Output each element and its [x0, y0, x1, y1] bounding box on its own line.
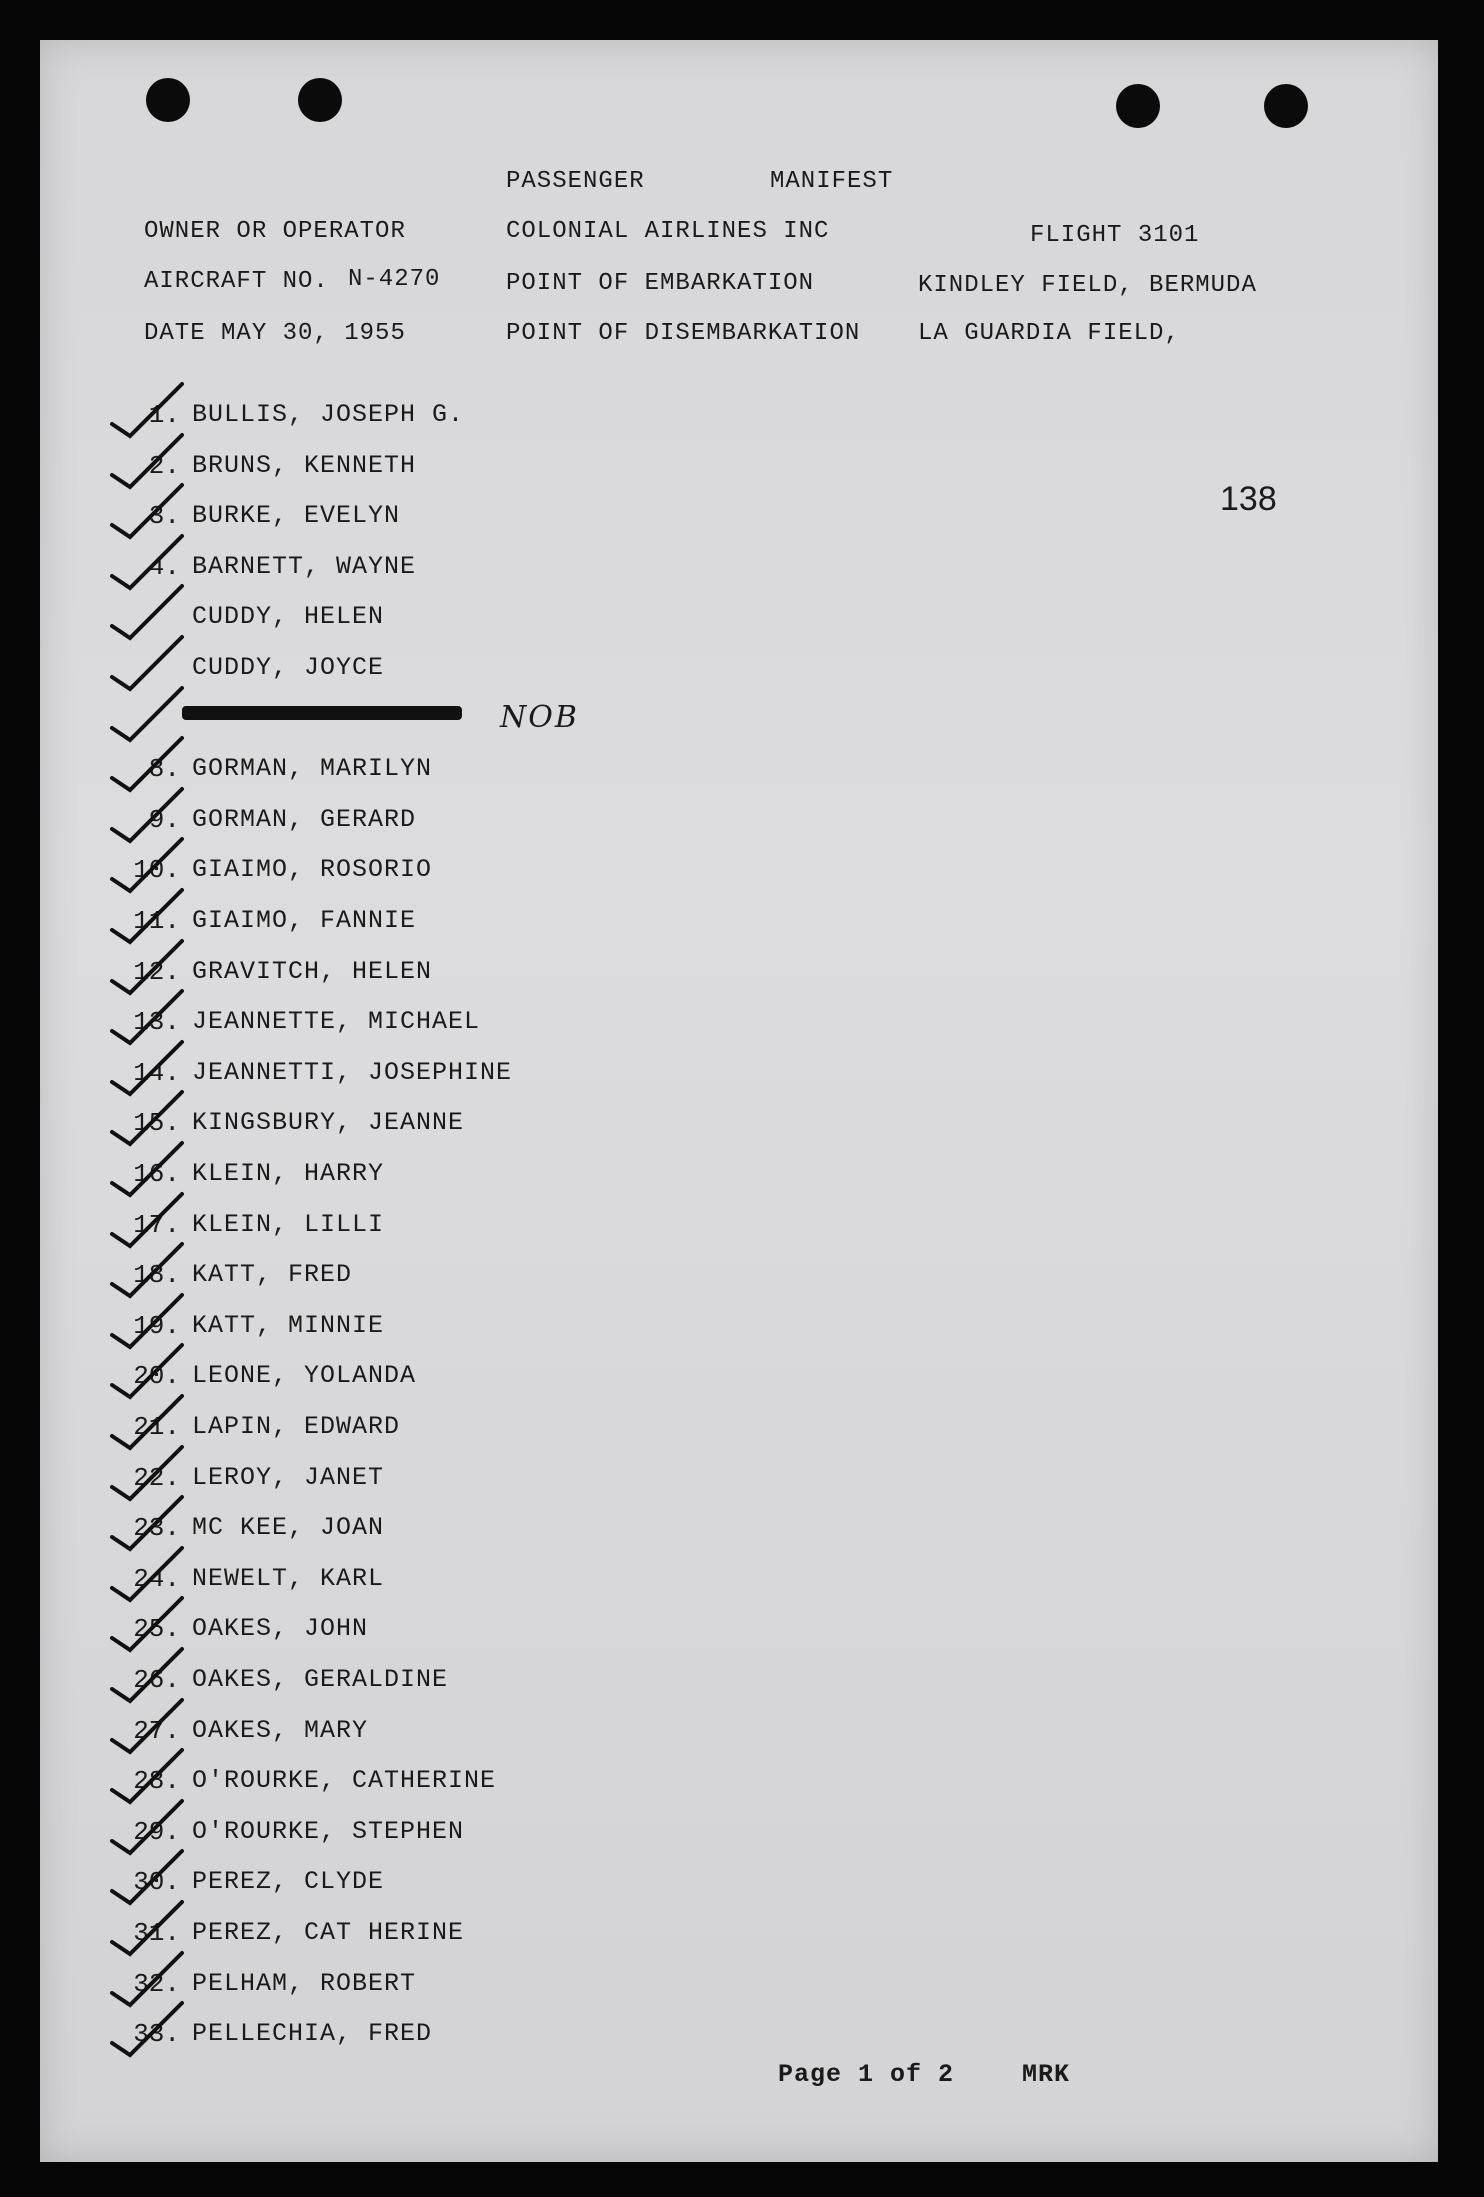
passenger-name: MC KEE, JOAN [192, 1513, 385, 1543]
passenger-number: 22. [133, 1462, 180, 1493]
passenger-number: 15. [133, 1108, 180, 1139]
passenger-name: GORMAN, GERARD [192, 804, 417, 834]
aircraft-value: N-4270 [348, 266, 441, 293]
passenger-name: CUDDY, JOYCE [192, 653, 385, 682]
passenger-number: 29. [133, 1816, 180, 1847]
passenger-number: 32. [133, 1968, 180, 1999]
passenger-name: LEROY, JANET [192, 1462, 385, 1492]
punch-hole [1116, 84, 1160, 128]
passenger-number: 33. [133, 2019, 180, 2050]
passenger-number: 12. [133, 956, 180, 987]
title-manifest: MANIFEST [770, 168, 894, 195]
passenger-number: 16. [133, 1159, 180, 1189]
passenger-name: PEREZ, CLYDE [192, 1867, 385, 1897]
passenger-name: BURKE, EVELYN [192, 501, 401, 531]
struck-out-entry [182, 706, 462, 720]
passenger-number: 24. [133, 1563, 180, 1594]
passenger-name: BULLIS, JOSEPH G. [192, 400, 465, 429]
passenger-number: 3. [148, 501, 180, 532]
passenger-name: GRAVITCH, HELEN [192, 956, 433, 986]
passenger-number: 10. [133, 855, 180, 886]
passenger-name: PELHAM, ROBERT [192, 1968, 417, 1998]
check-mark [100, 631, 190, 701]
passenger-number: 18. [133, 1260, 180, 1291]
disembarkation-value: LA GUARDIA FIELD, [918, 320, 1180, 347]
passenger-number: 27. [133, 1715, 180, 1746]
passenger-name: OAKES, MARY [192, 1715, 369, 1745]
title-passenger: PASSENGER [506, 168, 645, 195]
manifest-page [40, 40, 1438, 2162]
passenger-number: 13. [133, 1007, 180, 1038]
disembarkation-label: POINT OF DISEMBARKATION [506, 320, 861, 347]
passenger-number: 31. [133, 1918, 180, 1948]
passenger-name: KATT, MINNIE [192, 1310, 385, 1340]
clerk-initials: MRK [1022, 2060, 1071, 2089]
passenger-name: PEREZ, CAT HERINE [192, 1918, 465, 1947]
passenger-number: 19. [133, 1310, 180, 1341]
check-mark [100, 580, 190, 650]
passenger-name: BRUNS, KENNETH [192, 450, 417, 480]
passenger-name: GIAIMO, FANNIE [192, 906, 417, 935]
embarkation-value: KINDLEY FIELD, BERMUDA [918, 272, 1257, 299]
passenger-name: GIAIMO, ROSORIO [192, 855, 433, 885]
passenger-name: JEANNETTE, MICHAEL [192, 1007, 481, 1037]
page-indicator: Page 1 of 2 [778, 2060, 955, 2089]
passenger-name: KATT, FRED [192, 1260, 353, 1290]
owner-label: OWNER OR OPERATOR [144, 218, 406, 245]
passenger-number: 4. [148, 551, 180, 582]
passenger-number: 20. [133, 1361, 180, 1392]
check-mark [100, 682, 190, 752]
passenger-name: KINGSBURY, JEANNE [192, 1108, 465, 1138]
embarkation-label: POINT OF EMBARKATION [506, 270, 815, 297]
passenger-number: 26. [133, 1665, 180, 1695]
page-number-mark: 138 [1220, 480, 1277, 518]
punch-hole [1264, 84, 1308, 128]
passenger-name: KLEIN, HARRY [192, 1159, 385, 1188]
handwritten-note: NOB [500, 700, 579, 735]
passenger-number: 11. [133, 906, 180, 936]
passenger-name: CUDDY, HELEN [192, 602, 385, 632]
passenger-name: O'ROURKE, CATHERINE [192, 1766, 497, 1796]
passenger-name: LEONE, YOLANDA [192, 1361, 417, 1391]
passenger-name: BARNETT, WAYNE [192, 551, 417, 581]
passenger-name: GORMAN, MARILYN [192, 754, 433, 784]
passenger-number: 23. [133, 1513, 180, 1544]
flight-number: FLIGHT 3101 [1030, 222, 1200, 249]
passenger-name: NEWELT, KARL [192, 1563, 385, 1593]
passenger-number: 1. [148, 400, 180, 430]
passenger-name: JEANNETTI, JOSEPHINE [192, 1057, 513, 1087]
passenger-number: 28. [133, 1766, 180, 1797]
passenger-name: LAPIN, EDWARD [192, 1412, 401, 1441]
passenger-name: KLEIN, LILLI [192, 1209, 385, 1239]
passenger-number: 21. [133, 1412, 180, 1442]
punch-hole [146, 78, 190, 122]
owner-value: COLONIAL AIRLINES INC [506, 218, 830, 245]
manifest-date: DATE MAY 30, 1955 [144, 320, 406, 347]
passenger-number: 17. [133, 1209, 180, 1240]
passenger-number: 9. [148, 804, 180, 835]
passenger-number: 30. [133, 1867, 180, 1898]
passenger-name: OAKES, JOHN [192, 1614, 369, 1644]
passenger-name: PELLECHIA, FRED [192, 2019, 433, 2049]
passenger-number: 2. [148, 450, 180, 481]
passenger-number: 8. [148, 754, 180, 785]
passenger-name: O'ROURKE, STEPHEN [192, 1816, 465, 1846]
aircraft-label: AIRCRAFT NO. [144, 268, 329, 295]
passenger-number: 25. [133, 1614, 180, 1645]
punch-hole [298, 78, 342, 122]
passenger-number: 14. [133, 1057, 180, 1088]
passenger-name: OAKES, GERALDINE [192, 1665, 449, 1694]
